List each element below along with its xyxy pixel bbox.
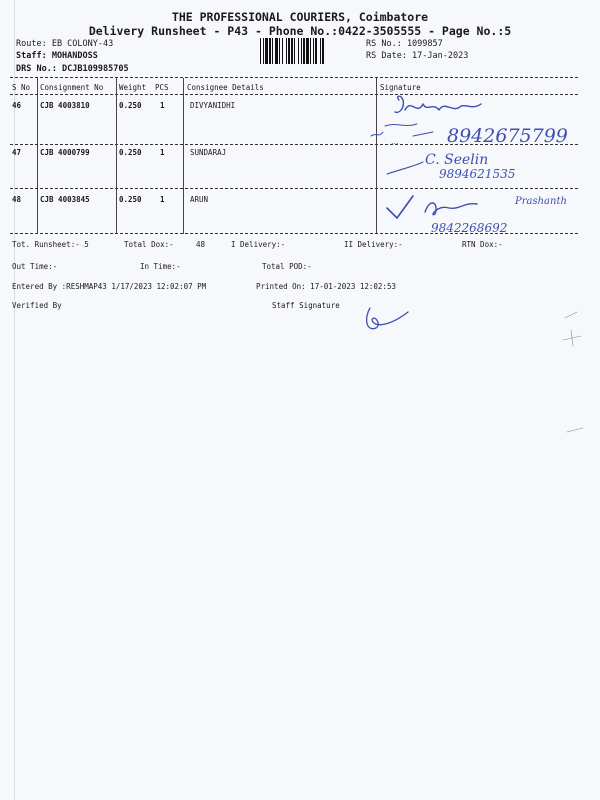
sig1-phone: 8942675799 — [447, 125, 568, 147]
column-rule — [183, 78, 184, 234]
column-rule — [116, 78, 117, 234]
row-consignee: SUNDARAJ — [190, 148, 227, 157]
row-pcs: 1 — [160, 148, 165, 157]
row-sno: 47 — [12, 148, 22, 157]
ii-delivery: II Delivery:- — [344, 240, 403, 249]
sig2-phone: 9894621535 — [439, 167, 516, 181]
staff-signature-label: Staff Signature — [272, 301, 340, 310]
sig3-phone: 9842268692 — [431, 221, 508, 235]
handwritten-signatures — [365, 92, 600, 242]
staff-label: Staff: MOHANDOSS — [16, 51, 98, 61]
row-weight: 0.250 — [119, 148, 142, 157]
rs-number: RS No.: 1099857 — [366, 39, 443, 49]
drs-label: DRS No.: DCJB109985705 — [16, 64, 129, 74]
company-title: THE PROFESSIONAL COURIERS, Coimbatore — [171, 10, 429, 24]
out-time: Out Time:- — [12, 262, 58, 271]
row-consignment: CJB 4003810 — [40, 101, 90, 110]
row-weight: 0.250 — [119, 101, 142, 110]
page-edge — [14, 0, 15, 800]
col-sno-header: S No — [12, 83, 31, 92]
row-sno: 46 — [12, 101, 22, 110]
divider — [10, 77, 578, 78]
printed-on: Printed On: 17-01-2023 12:02:53 — [256, 282, 396, 291]
total-pod: Total POD:- — [262, 262, 312, 271]
in-time: In Time:- — [140, 262, 181, 271]
row-weight: 0.250 — [119, 195, 142, 204]
stray-marks — [555, 300, 595, 460]
entered-by: Entered By :RESHMAP43 1/17/2023 12:02:07 PM — [12, 282, 207, 291]
row-pcs: 1 — [160, 101, 165, 110]
column-rule — [37, 78, 38, 234]
sig2-name: C. Seelin — [425, 152, 489, 168]
verified-by: Verified By — [12, 301, 62, 310]
i-delivery: I Delivery:- — [231, 240, 286, 249]
col-weight-header: Weight — [119, 83, 147, 92]
row-sno: 48 — [12, 195, 22, 204]
runsheet-subtitle: Delivery Runsheet - P43 - Phone No.:0422-3505555 - Page No.:5 — [88, 24, 512, 38]
row-pcs: 1 — [160, 195, 165, 204]
col-signature-header: Signature — [380, 83, 421, 92]
row-consignment: CJB 4000799 — [40, 148, 90, 157]
total-runsheet: Tot. Runsheet:- 5 — [12, 240, 89, 249]
col-consignment-header: Consignment No — [40, 83, 104, 92]
sig3-name: Prashanth — [515, 196, 567, 207]
total-dox-value: 48 — [196, 240, 206, 249]
row-consignee: DIVYANIDHI — [190, 101, 236, 110]
row-consignee: ARUN — [190, 195, 209, 204]
total-dox-label: Total Dox:- — [124, 240, 174, 249]
col-pcs-header: PCS — [155, 83, 169, 92]
route-label: Route: EB COLONY-43 — [16, 39, 114, 49]
col-consignee-header: Consignee Details — [187, 83, 264, 92]
row-consignment: CJB 4003845 — [40, 195, 90, 204]
rs-date: RS Date: 17-Jan-2023 — [366, 51, 469, 61]
rtn-dox: RTN Dox:- — [462, 240, 503, 249]
sig1-scribble: ... — [391, 137, 399, 146]
barcode — [260, 38, 356, 64]
staff-signature-mark — [360, 304, 420, 338]
